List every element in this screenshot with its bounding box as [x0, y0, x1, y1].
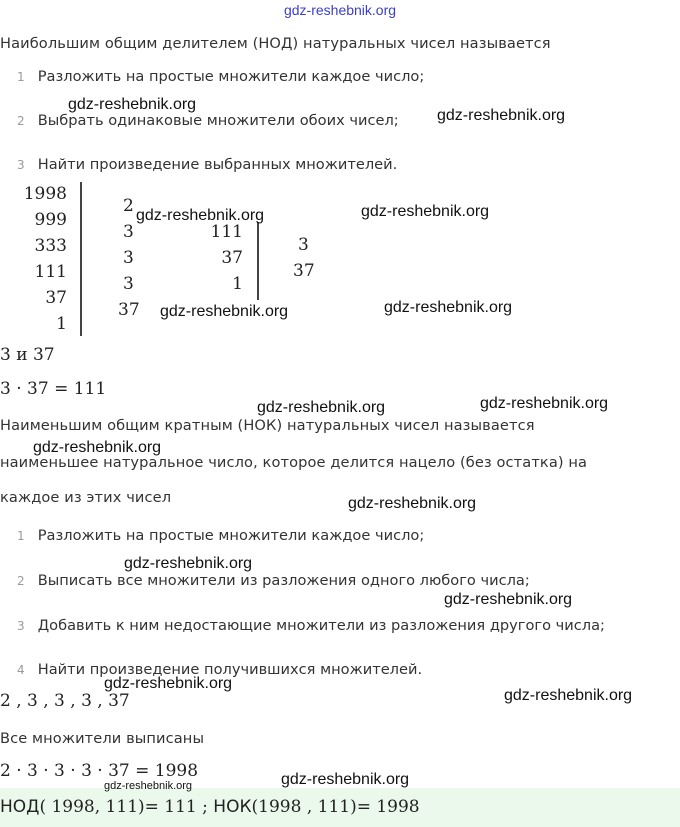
factor-left-number: 1998: [23, 184, 67, 204]
factor-right-factor: 37: [293, 261, 315, 281]
factor-divider-right: [257, 222, 259, 300]
watermark: gdz-reshebnik.org: [480, 395, 609, 412]
final-answer: [0, 797, 420, 817]
gcd-definition: Наибольшим общим делителем (НОД) натуральных чисел называется: [0, 35, 551, 52]
watermark: gdz-reshebnik.org: [104, 675, 233, 692]
step-text: Найти произведение получившихся множителей.: [37, 661, 423, 678]
watermark: gdz-reshebnik.org: [281, 771, 410, 788]
step-text: Выписать все множители из разложения одного любого числа;: [37, 572, 530, 589]
all-factors-written: Все множители выписаны: [0, 730, 205, 747]
lcm-arguments: (1998 , 111): [251, 797, 357, 817]
watermark: gdz-reshebnik.org: [68, 96, 197, 113]
step-number: 3: [17, 158, 25, 172]
lcm-definition-line-3: каждое из этих чисел: [0, 489, 172, 506]
gcd-label: НОД: [0, 797, 40, 817]
lcm-step-3: [17, 615, 605, 634]
lcm-label: НОК: [213, 797, 252, 817]
watermark: gdz-reshebnik.org: [160, 303, 289, 320]
factor-left-factor: 37: [118, 300, 140, 320]
step-number: 1: [17, 529, 25, 543]
lcm-product: 2 · 3 · 3 · 3 · 37 = 1998: [0, 761, 199, 781]
factor-left-factor: 3: [123, 222, 134, 242]
gcd-step-1: [17, 66, 424, 85]
watermark: gdz-reshebnik.org: [124, 555, 253, 572]
step-text: Найти произведение выбранных множителей.: [37, 156, 398, 173]
step-text: Разложить на простые множители каждое число;: [37, 527, 425, 544]
gcd-arguments: ( 1998, 111): [39, 797, 145, 817]
factor-divider-left: [80, 182, 82, 336]
factor-right-factor: 3: [298, 235, 309, 255]
lcm-definition-line-2: наименьшее натуральное число, которое делится нацело (без остатка) на: [0, 454, 588, 471]
watermark: gdz-reshebnik.org: [348, 495, 477, 512]
watermark: gdz-reshebnik.org: [136, 207, 265, 224]
factor-left-number: 333: [34, 236, 67, 256]
step-number: 1: [17, 70, 25, 84]
factor-left-factor: 2: [123, 196, 134, 216]
factor-left-number: 37: [45, 288, 67, 308]
gcd-step-3: [17, 154, 397, 173]
watermark: gdz-reshebnik.org: [33, 439, 162, 456]
watermark: gdz-reshebnik.org: [437, 107, 566, 124]
watermark: gdz-reshebnik.org: [257, 399, 386, 416]
step-number: 2: [17, 114, 25, 128]
watermark: gdz-reshebnik.org: [104, 780, 193, 792]
factor-left-number: 1: [56, 314, 67, 334]
lcm-definition-line-1: Наименьшим общим кратным (НОК) натуральных чисел называется: [0, 417, 535, 434]
site-header-link[interactable]: gdz-reshebnik.org: [283, 2, 397, 18]
factor-left-factor: 3: [123, 274, 134, 294]
factor-left-factor: 3: [123, 248, 134, 268]
watermark: gdz-reshebnik.org: [361, 203, 490, 220]
watermark: gdz-reshebnik.org: [504, 687, 633, 704]
watermark: gdz-reshebnik.org: [384, 299, 513, 316]
lcm-step-1: [17, 525, 424, 544]
lcm-step-2: [17, 570, 530, 589]
factor-left-number: 111: [34, 262, 67, 282]
lcm-result: = 1998: [356, 797, 420, 817]
step-number: 2: [17, 574, 25, 588]
factor-right-number: 111: [210, 222, 243, 242]
all-factors: 2 , 3 , 3 , 3 , 37: [0, 691, 130, 711]
gcd-result: = 111 ;: [144, 797, 208, 817]
watermark: gdz-reshebnik.org: [444, 591, 573, 608]
gcd-product: 3 · 37 = 111: [0, 379, 107, 399]
step-text: Добавить к ним недостающие множители из разложения другого числа;: [37, 617, 605, 634]
factor-left-number: 999: [34, 210, 67, 230]
step-text: Выбрать одинаковые множители обоих чисел;: [37, 112, 399, 129]
step-number: 4: [17, 663, 25, 677]
factor-right-number: 37: [221, 248, 243, 268]
step-text: Разложить на простые множители каждое число;: [37, 68, 425, 85]
common-factors: 3 и 37: [0, 345, 55, 365]
step-number: 3: [17, 619, 25, 633]
factor-right-number: 1: [232, 274, 243, 294]
